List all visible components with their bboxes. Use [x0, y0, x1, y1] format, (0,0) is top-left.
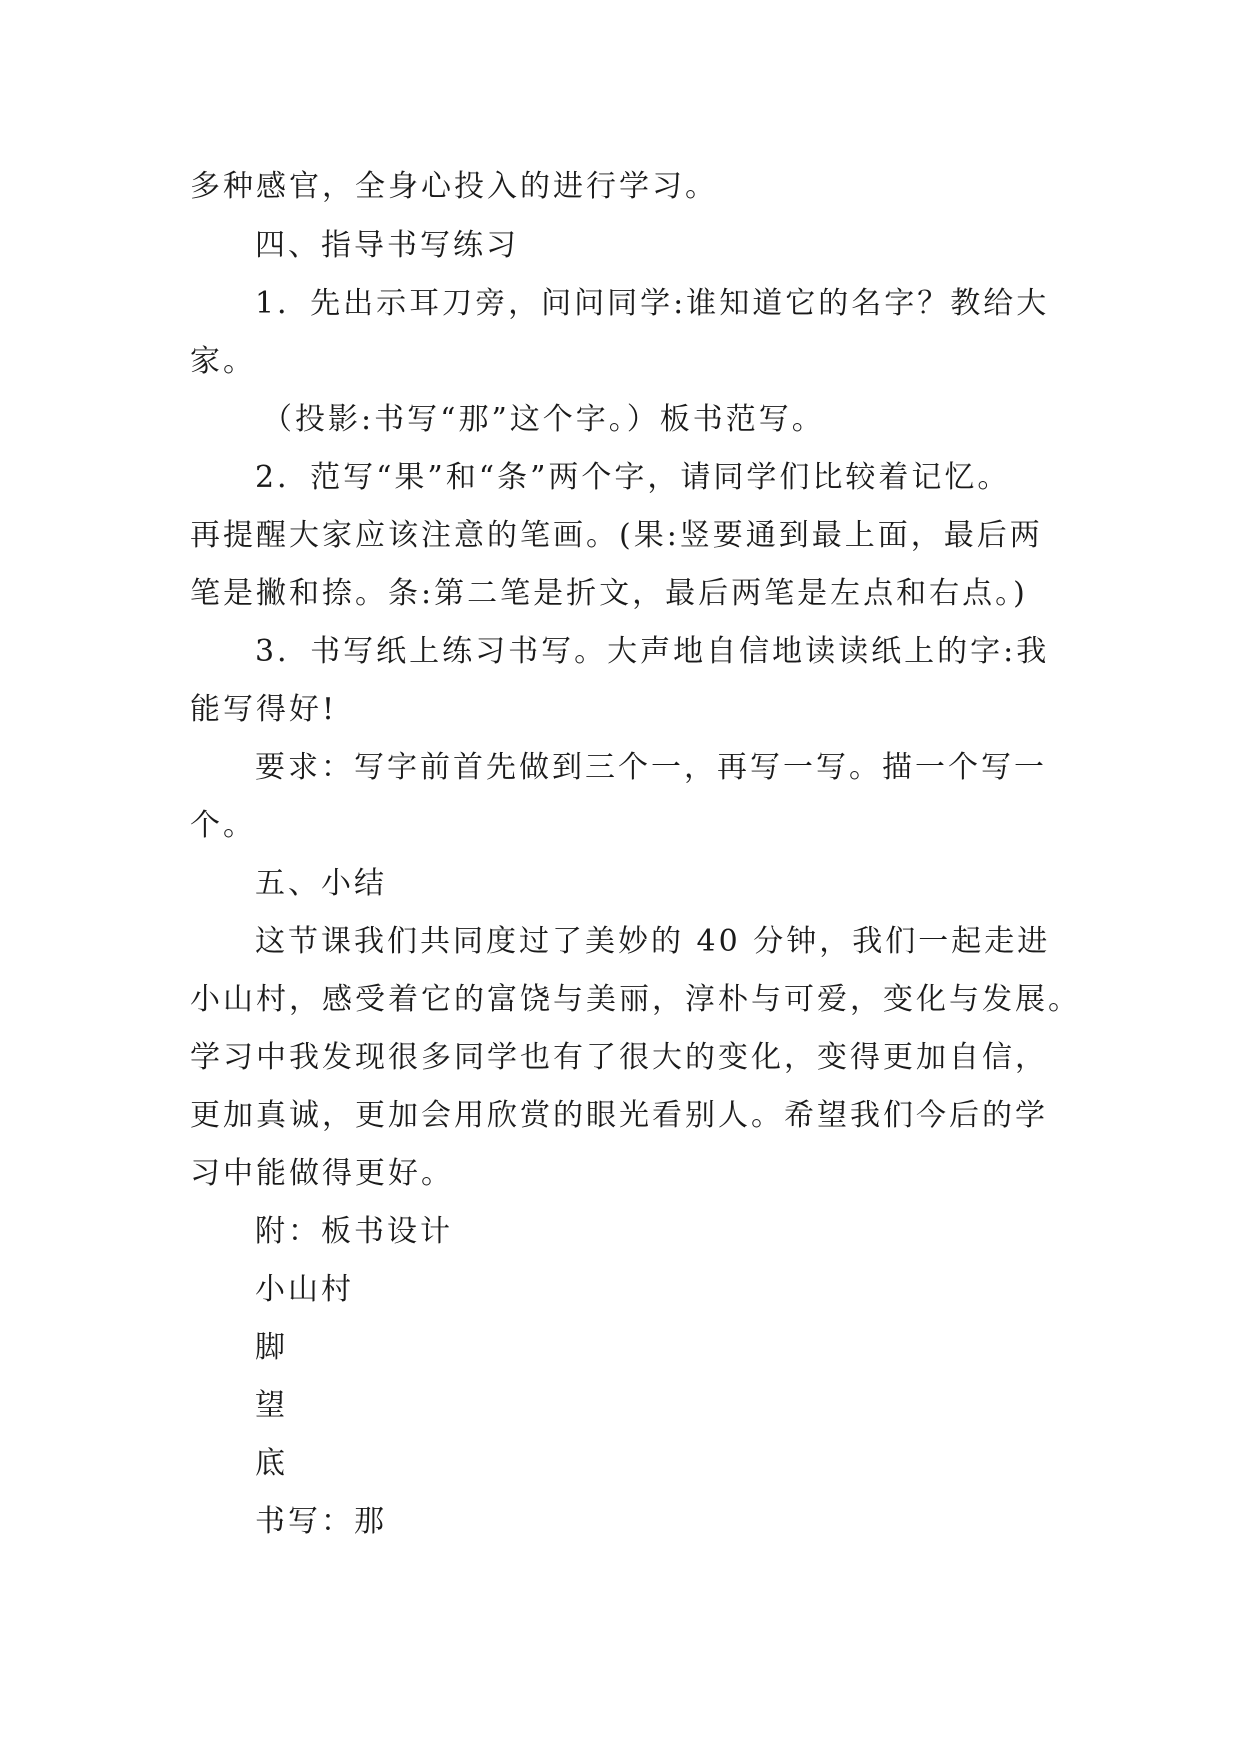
text-line-3: 1．先出示耳刀旁，问问同学:谁知道它的名字？教给大 [255, 286, 1050, 321]
section-heading-5: 五、小结 [255, 866, 387, 901]
text-line-14: 这节课我们共同度过了美妙的 40 分钟，我们一起走进 [255, 924, 1051, 959]
text-line-6: 2．范写“果”和“条”两个字，请同学们比较着记忆。 [255, 460, 1011, 495]
text-line-10: 能写得好! [190, 692, 338, 727]
text-line-1: 多种感官，全身心投入的进行学习。 [190, 169, 718, 204]
text-line-12: 个。 [190, 808, 256, 843]
text-line-9: 3．书写纸上练习书写。大声地自信地读读纸上的字:我 [255, 634, 1050, 669]
text-line-11: 要求：写字前首先做到三个一，再写一写。描一个写一 [255, 750, 1047, 785]
text-line-4: 家。 [190, 344, 256, 379]
text-line-17: 更加真诚，更加会用欣赏的眼光看别人。希望我们今后的学 [190, 1098, 1048, 1133]
board-design-heading: 附：板书设计 [255, 1214, 453, 1249]
section-heading-4: 四、指导书写练习 [255, 228, 519, 263]
text-line-15: 小山村，感受着它的富饶与美丽，淳朴与可爱，变化与发展。 [190, 982, 1081, 1017]
board-item-char-1: 脚 [255, 1330, 288, 1365]
text-line-5: （投影:书写“那”这个字。）板书范写。 [262, 402, 825, 437]
text-line-18: 习中能做得更好。 [190, 1156, 454, 1191]
text-line-7: 再提醒大家应该注意的笔画。(果:竖要通到最上面，最后两 [190, 518, 1043, 553]
text-line-8: 笔是撇和捺。条:第二笔是折文，最后两笔是左点和右点。) [190, 576, 1028, 611]
text-line-16: 学习中我发现很多同学也有了很大的变化，变得更加自信， [190, 1040, 1048, 1075]
board-item-char-2: 望 [255, 1388, 288, 1423]
board-item-char-3: 底 [255, 1446, 288, 1481]
board-item-writing: 书写：那 [255, 1504, 387, 1539]
board-item-title: 小山村 [255, 1272, 354, 1307]
